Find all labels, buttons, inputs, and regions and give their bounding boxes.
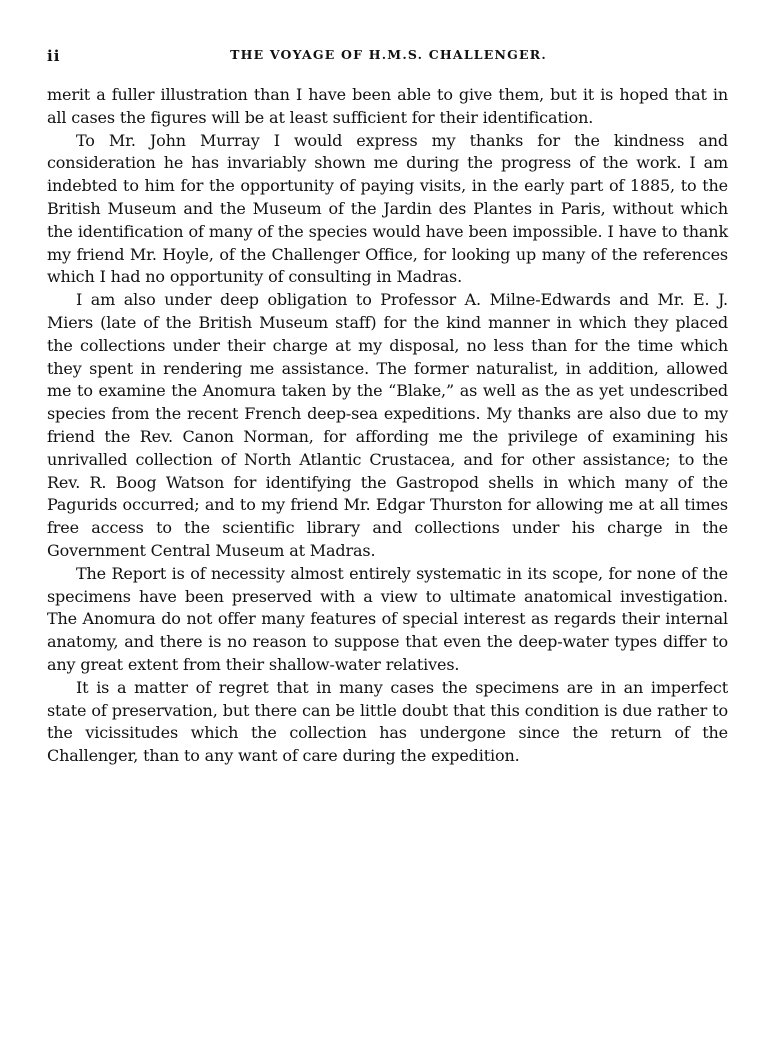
page-header [47,47,730,67]
paragraph-preservation: It is a matter of regret that in many cases the specimens are in an imperfect state of preservation, but there can be little doubt that this condition is due rather to the vicissitudes which the collection has undergone since the return of the Challenger, than to any want of care during the expedition. [47,677,728,766]
paragraph-acknowledgement-murray: To Mr. John Murray I would express my thanks for the kindness and consideration he has invariably shown me during the progress of the work. I am indebted to him for the opportunity of paying visits, in the early part of 1885, to the British Museum and the Museum of the Jardin des Plantes in Paris, without which the identification of many of the species would have been impossible. I have to thank my friend Mr. Hoyle, of the Challenger Office, for looking up many of the references which I had no opportunity of consulting in Madras. [47,130,728,287]
paragraph-report-scope: The Report is of necessity almost entirely systematic in its scope, for none of the specimens have been preserved with a view to ultimate anatomical investigation. The Anomura do not offer many features of special interest as regards their internal anatomy, and there is no reason to suppose that even the deep-water types differ to any great extent from their shallow-water relatives. [47,563,728,674]
paragraph-acknowledgement-milne-edwards: I am also under deep obligation to Professor A. Milne-Edwards and Mr. E. J. Miers (late of the British Museum staff) for the kind manner in which they placed the collections under their charge at my disposal, no less than for the time which they spent in rendering me assistance. The former naturalist, in addition, allowed me to examine the Anomura taken by the “Blake,” as well as the as yet undescribed species from the recent French deep-sea expeditions. My thanks are also due to my friend the Rev. Canon Norman, for affording me the privilege of examining his unrivalled collection of North Atlantic Crustacea, and for other assistance; to the Rev. R. Boog Watson for identifying the Gastropod shells in which many of the Pagurids occurred; and to my friend Mr. Edgar Thurston for allowing me at all times free access to the scientific library and collections under his charge in the Government Central Museum at Madras. [47,290,728,560]
page-number: ii [47,47,61,65]
body-text [47,84,728,768]
paragraph-continued: merit a fuller illustration than I have been able to give them, but it is hoped that in all cases the figures will be at least sufficient for their identification. [47,85,728,127]
running-title: THE VOYAGE OF H.M.S. CHALLENGER. [230,47,547,62]
